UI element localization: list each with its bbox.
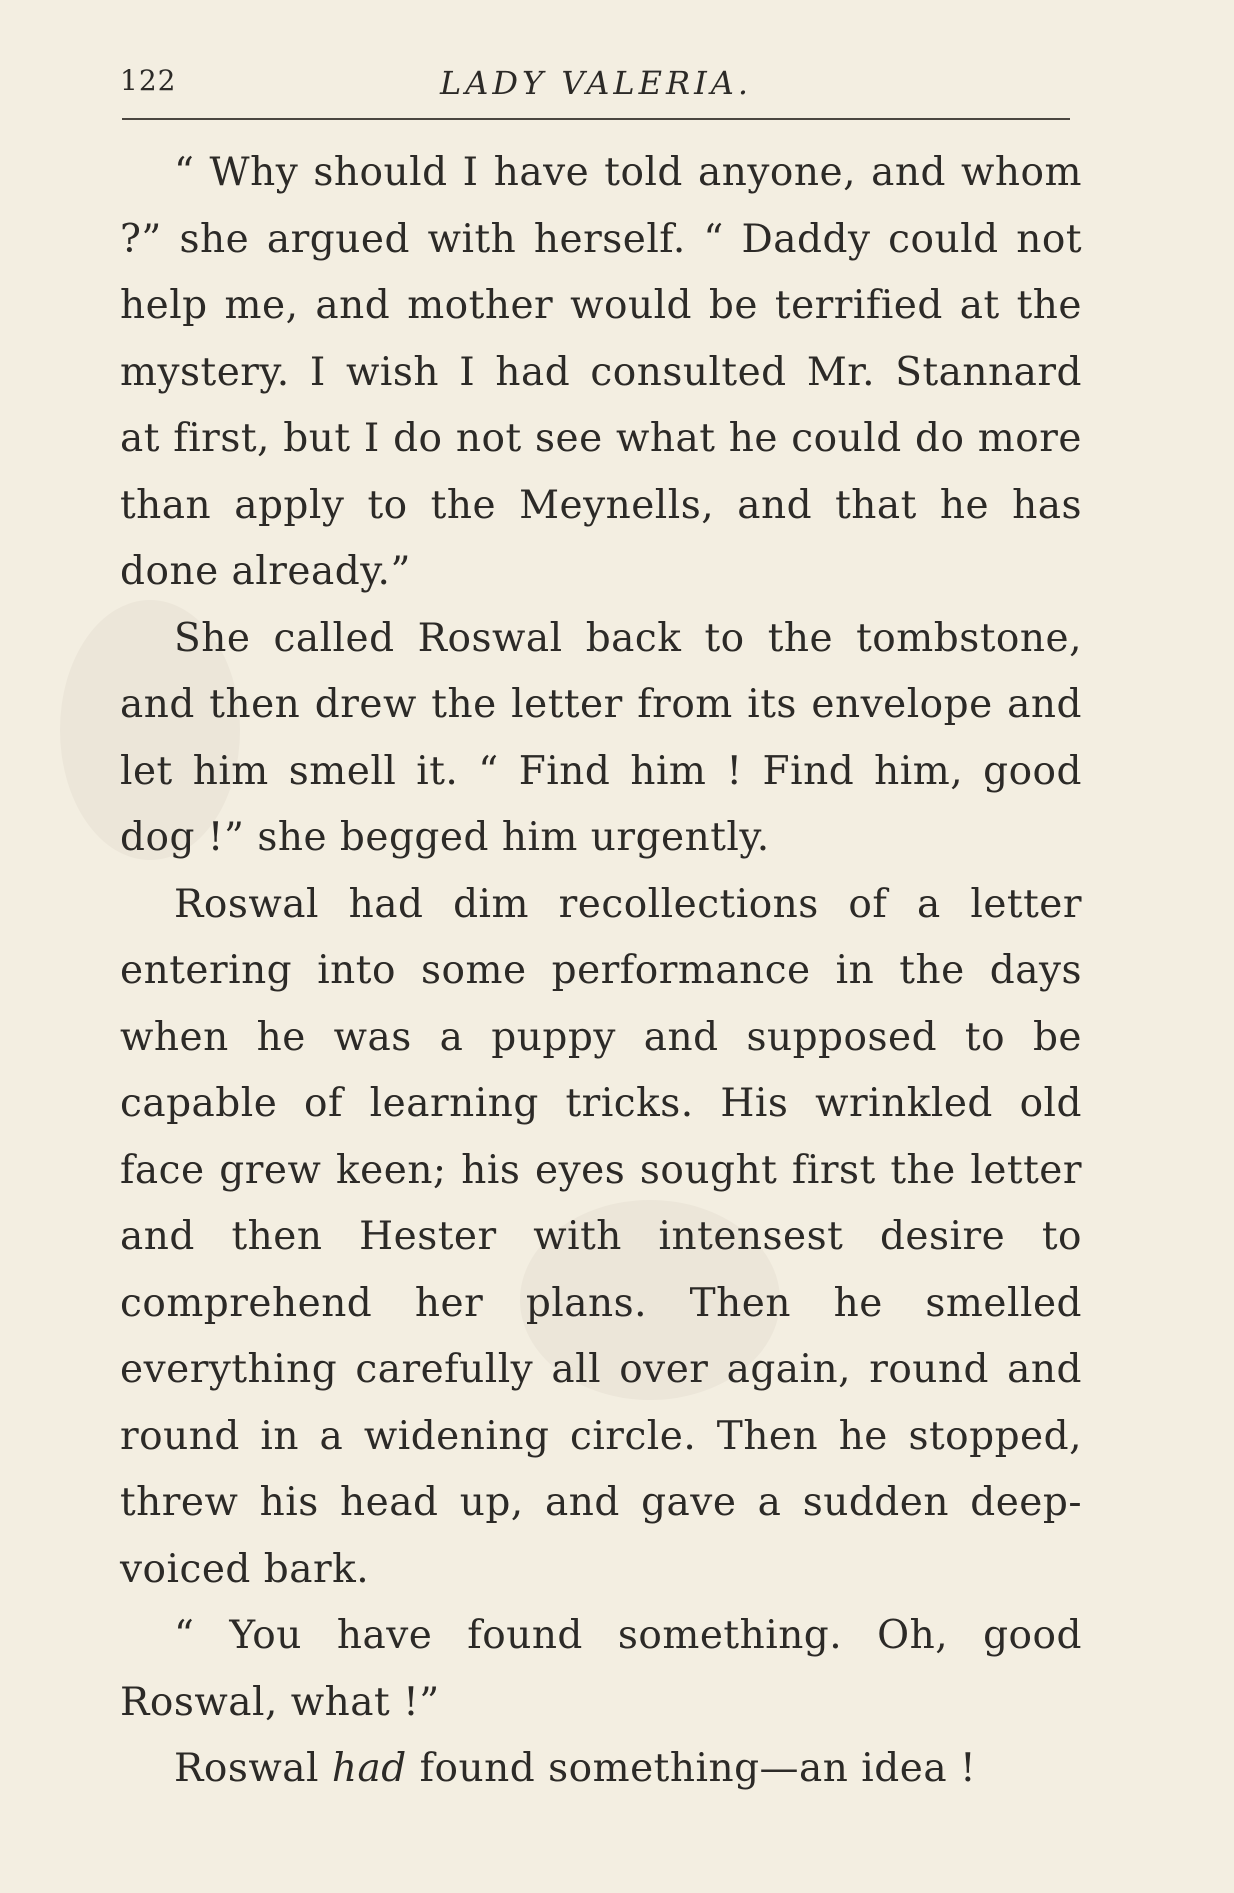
body-text xyxy=(120,140,1082,1803)
page-number: 122 xyxy=(120,64,177,97)
paragraph: “ Why should I have told anyone, and whom ?” she argued with herself. “ Daddy could not help me, and mother would be terrified at the mystery. I wish I had consulted Mr. Stannard at first, but I do not see what he could do more than apply to the Meynells, and that he has done already.” xyxy=(120,150,1082,594)
running-head: LADY VALERIA. xyxy=(440,64,752,102)
page-header xyxy=(120,64,1082,104)
text-run: found something—an idea ! xyxy=(406,1746,977,1791)
paragraph: Roswal had dim recollections of a letter entering into some performance in the days when he was a puppy and supposed to be capable of learning tricks. His wrinkled old face grew keen; his eyes sought first the letter and then Hester with intensest desire to comprehend her plans. Then he smelled everything carefully all over again, round and round in a widening circle. Then he stopped, threw his head up, and gave a sudden deep-voiced bark. xyxy=(120,881,1082,1592)
header-rule xyxy=(122,118,1070,120)
paragraph: She called Roswal back to the tombstone, and then drew the letter from its envelope and let him smell it. “ Find him ! Find him, good dog !” she begged him urgently. xyxy=(120,615,1082,860)
text-run: Roswal xyxy=(174,1746,332,1791)
emphasis-text: had xyxy=(331,1746,407,1791)
paragraph-last xyxy=(120,1736,1082,1803)
paragraph: “ You have found something. Oh, good Roswal, what !” xyxy=(120,1613,1082,1725)
